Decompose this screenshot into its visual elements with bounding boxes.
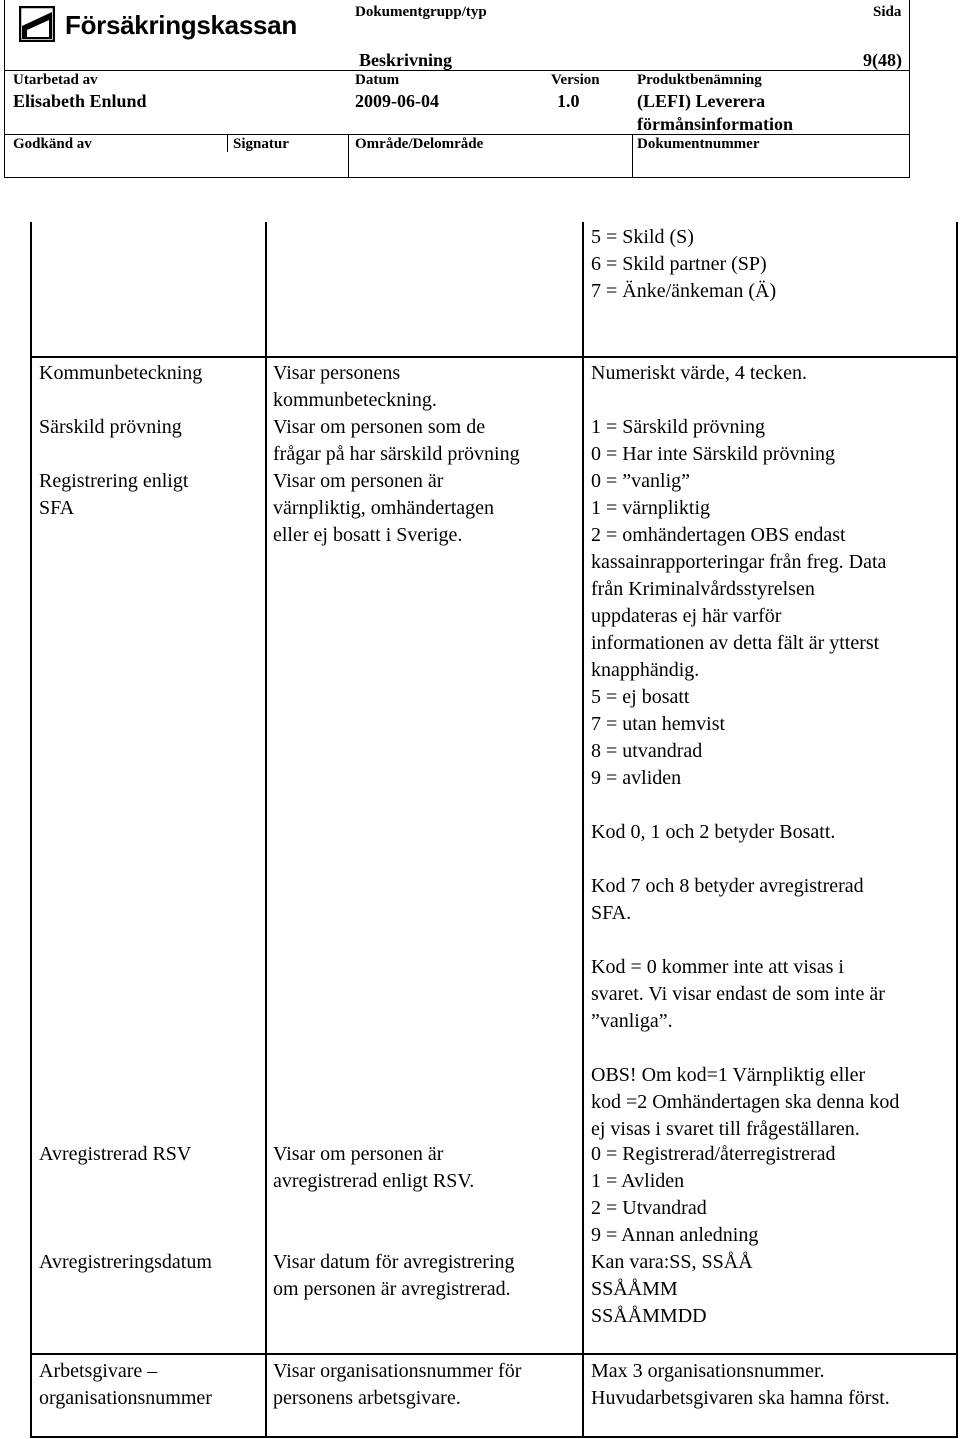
table-cell-values: [591, 1141, 951, 1249]
table-cell-values: [591, 1249, 951, 1330]
table-cell-description: [273, 360, 573, 414]
header-cell-divider: [348, 134, 349, 177]
header-cell-divider: [227, 134, 228, 152]
cell-line: värnpliktig, omhändertagen: [273, 497, 495, 519]
cell-line: SFA.: [591, 902, 632, 924]
table-cell-description: [273, 468, 573, 549]
table-border-left: [30, 222, 32, 1438]
forsakringskassan-logo-icon: [19, 6, 55, 42]
page-label: Sida: [873, 4, 902, 20]
cell-line: uppdateras ej här varför: [591, 605, 782, 627]
cell-line: Kod = 0 kommer inte att visas i: [591, 956, 844, 978]
cell-line: SSÅÅMMDD: [591, 1305, 707, 1327]
table-cell-field-name: [39, 468, 271, 522]
cell-line: 9 = avliden: [591, 767, 682, 789]
table-cell-values: [591, 1358, 951, 1412]
cell-line: Visar om personen är: [273, 1143, 444, 1165]
cell-line: 7 = Änke/änkeman (Ä): [591, 280, 777, 302]
cell-line: 5 = Skild (S): [591, 226, 694, 248]
signature-label: Signatur: [233, 136, 289, 152]
date-label: Datum: [355, 72, 400, 88]
table-cell-field-name: [39, 1141, 271, 1168]
table-cell-description: [273, 1141, 573, 1195]
cell-line: Numeriskt värde, 4 tecken.: [591, 362, 808, 384]
product-label: Produktbenämning: [637, 72, 762, 88]
cell-line: Arbetsgivare –: [39, 1360, 158, 1382]
cell-line: ”vanliga”.: [591, 1010, 673, 1032]
table-cell-values: [591, 468, 951, 1143]
cell-line: Huvudarbetsgivaren ska hamna först.: [591, 1387, 890, 1409]
cell-line: Avregistrerad RSV: [39, 1143, 192, 1165]
header-cell-divider: [632, 134, 633, 177]
table-cell-field-name: [39, 360, 271, 387]
prepared-by-label: Utarbetad av: [13, 72, 98, 88]
table-cell-description: [273, 1249, 573, 1303]
cell-line: 9 = Annan anledning: [591, 1224, 759, 1246]
doc-type: Beskrivning: [359, 50, 453, 70]
product-value-line2: förmånsinformation: [637, 114, 793, 134]
header-divider: [5, 134, 910, 135]
version-label: Version: [551, 72, 600, 88]
table-cell-values: [591, 414, 951, 468]
cell-line: 2 = omhändertagen OBS endast: [591, 524, 846, 546]
cell-line: 1 = värnpliktig: [591, 497, 711, 519]
cell-line: Visar organisationsnummer för: [273, 1360, 522, 1382]
cell-line: Kod 7 och 8 betyder avregistrerad: [591, 875, 864, 897]
cell-line: Visar om personen är: [273, 470, 444, 492]
cell-line: eller ej bosatt i Sverige.: [273, 524, 463, 546]
table-border-right: [956, 222, 958, 1438]
table-cell-values: [591, 360, 951, 387]
cell-line: 5 = ej bosatt: [591, 686, 690, 708]
cell-line: Kod 0, 1 och 2 betyder Bosatt.: [591, 821, 836, 843]
cell-line: 1 = Särskild prövning: [591, 416, 766, 438]
table-cell-description: [273, 1358, 573, 1412]
cell-line: knapphändig.: [591, 659, 700, 681]
cell-line: från Kriminalvårdsstyrelsen: [591, 578, 815, 600]
cell-line: avregistrerad enligt RSV.: [273, 1170, 475, 1192]
cell-line: Kan vara:SS, SSÅÅ: [591, 1251, 753, 1273]
doc-number-label: Dokumentnummer: [637, 136, 760, 152]
document-header: [4, 0, 910, 178]
cell-line: svaret. Vi visar endast de som inte är: [591, 983, 885, 1005]
table-row-divider: [30, 1353, 958, 1355]
cell-line: 0 = Registrerad/återregistrerad: [591, 1143, 836, 1165]
table-column-divider: [582, 222, 584, 1438]
cell-line: Avregistreringsdatum: [39, 1251, 212, 1273]
table-cell-field-name: [39, 1249, 271, 1276]
logo-text: Försäkringskassan: [65, 10, 297, 40]
cell-line: Särskild prövning: [39, 416, 182, 438]
cell-line: OBS! Om kod=1 Värnpliktig eller: [591, 1064, 866, 1086]
table-row-divider: [30, 356, 958, 358]
approved-by-label: Godkänd av: [13, 136, 92, 152]
cell-line: 8 = utvandrad: [591, 740, 703, 762]
cell-line: informationen av detta fält är ytterst: [591, 632, 880, 654]
area-label: Område/Delområde: [355, 136, 484, 152]
cell-line: SSÅÅMM: [591, 1278, 678, 1300]
cell-line: 2 = Utvandrad: [591, 1197, 707, 1219]
cell-line: frågar på har särskild prövning: [273, 443, 520, 465]
cell-line: kod =2 Omhändertagen ska denna kod: [591, 1091, 900, 1113]
cell-line: Max 3 organisationsnummer.: [591, 1360, 825, 1382]
header-divider: [5, 70, 910, 71]
cell-line: ej visas i svaret till frågeställaren.: [591, 1118, 860, 1140]
page-number: 9(48): [863, 50, 902, 70]
cell-line: organisationsnummer: [39, 1387, 212, 1409]
table-cell-field-name: [39, 414, 271, 441]
product-value-line1: (LEFI) Leverera: [637, 91, 766, 111]
cell-line: 7 = utan hemvist: [591, 713, 726, 735]
table-border-bottom: [30, 1436, 958, 1438]
table-cell-field-name: [39, 1358, 271, 1412]
table-cell-description: [273, 414, 573, 468]
cell-line: 6 = Skild partner (SP): [591, 253, 767, 275]
prepared-by-value: Elisabeth Enlund: [13, 91, 147, 111]
date-value: 2009-06-04: [355, 91, 439, 111]
cell-line: Kommunbeteckning: [39, 362, 203, 384]
cell-line: SFA: [39, 497, 75, 519]
cell-line: Visar datum för avregistrering: [273, 1251, 515, 1273]
cell-line: kommunbeteckning.: [273, 389, 437, 411]
version-value: 1.0: [557, 91, 580, 111]
cell-line: 0 = Har inte Särskild prövning: [591, 443, 836, 465]
cell-line: 0 = ”vanlig”: [591, 470, 691, 492]
table-cell: [591, 224, 951, 305]
cell-line: om personen är avregistrerad.: [273, 1278, 511, 1300]
cell-line: personens arbetsgivare.: [273, 1387, 461, 1409]
cell-line: 1 = Avliden: [591, 1170, 685, 1192]
cell-line: Registrering enligt: [39, 470, 189, 492]
cell-line: Visar om personen som de: [273, 416, 486, 438]
cell-line: kassainrapporteringar från freg. Data: [591, 551, 887, 573]
cell-line: Visar personens: [273, 362, 401, 384]
doc-group-label: Dokumentgrupp/typ: [355, 4, 487, 20]
